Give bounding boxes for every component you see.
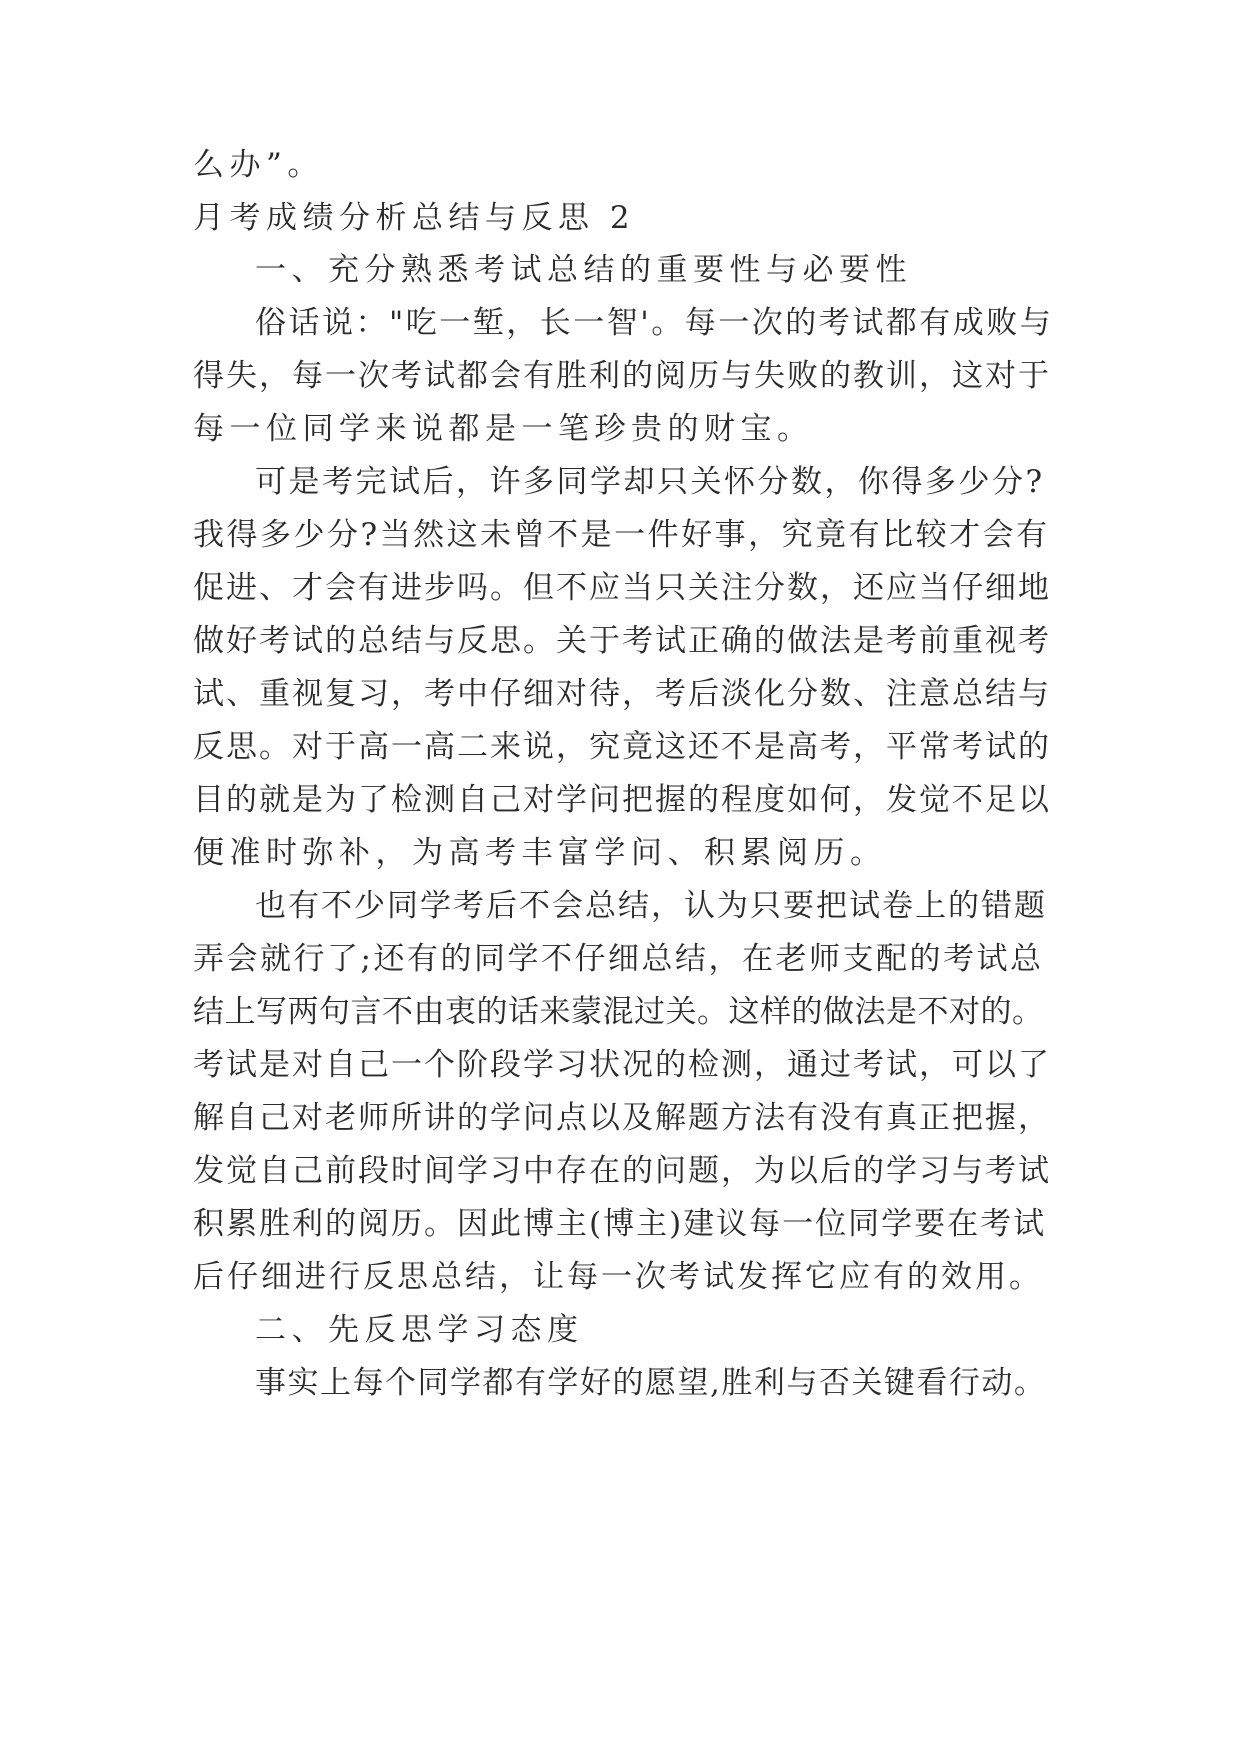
text-line: 目的就是为了检测自己对学问把握的程度如何，发觉不足以 bbox=[193, 782, 1051, 818]
text-line: 做好考试的总结与反思。关于考试正确的做法是考前重视考 bbox=[193, 623, 1051, 659]
text-line: 弄会就行了;还有的同学不仔细总结，在老师支配的考试总 bbox=[193, 941, 1044, 977]
text-line: 反思。对于高一高二来说，究竟这还不是高考，平常考试的 bbox=[193, 729, 1051, 765]
text-line: 后仔细进行反思总结，让每一次考试发挥它应有的效用。 bbox=[193, 1259, 1043, 1295]
text-line: 事实上每个同学都有学好的愿望,胜利与否关键看行动。 bbox=[255, 1365, 1047, 1401]
text-line: 解自己对老师所讲的学问点以及解题方法有没有真正把握， bbox=[193, 1100, 1051, 1136]
text-line: 得失，每一次考试都会有胜利的阅历与失败的教训，这对于 bbox=[193, 358, 1051, 394]
text-line: 我得多少分?当然这未曾不是一件好事，究竟有比较才会有 bbox=[193, 517, 1050, 553]
text-line: 积累胜利的阅历。因此博主(博主)建议每一位同学要在考试 bbox=[193, 1206, 1047, 1242]
text-line: 考试是对自己一个阶段学习状况的检测，通过考试，可以了 bbox=[193, 1047, 1051, 1083]
text-line: 每一位同学来说都是一笔珍贵的财宝。 bbox=[193, 411, 814, 447]
heading-2: 二、先反思学习态度 bbox=[255, 1312, 584, 1348]
text-line: 试、重视复习，考中仔细对待，考后淡化分数、注意总结与 bbox=[193, 676, 1051, 712]
text-line: 促进、才会有进步吗。但不应当只关注分数，还应当仔细地 bbox=[193, 570, 1051, 606]
text-line: 结上写两句言不由衷的话来蒙混过关。这样的做法是不对的。 bbox=[193, 994, 1044, 1030]
text-line: 俗话说："吃一堑，长一智'。每一次的考试都有成败与 bbox=[255, 305, 1054, 341]
text-line: 发觉自己前段时间学习中存在的问题，为以后的学习与考试 bbox=[193, 1153, 1051, 1189]
heading-1: 一、充分熟悉考试总结的重要性与必要性 bbox=[255, 252, 912, 288]
text-line: 便准时弥补，为高考丰富学问、积累阅历。 bbox=[193, 835, 887, 871]
section-title: 月考成绩分析总结与反思 2 bbox=[193, 200, 636, 236]
text-line: 也有不少同学考后不会总结，认为只要把试卷上的错题 bbox=[255, 888, 1047, 924]
text-line: 么办”。 bbox=[193, 147, 324, 183]
text-line: 可是考完试后，许多同学却只关怀分数，你得多少分? bbox=[255, 464, 1045, 500]
